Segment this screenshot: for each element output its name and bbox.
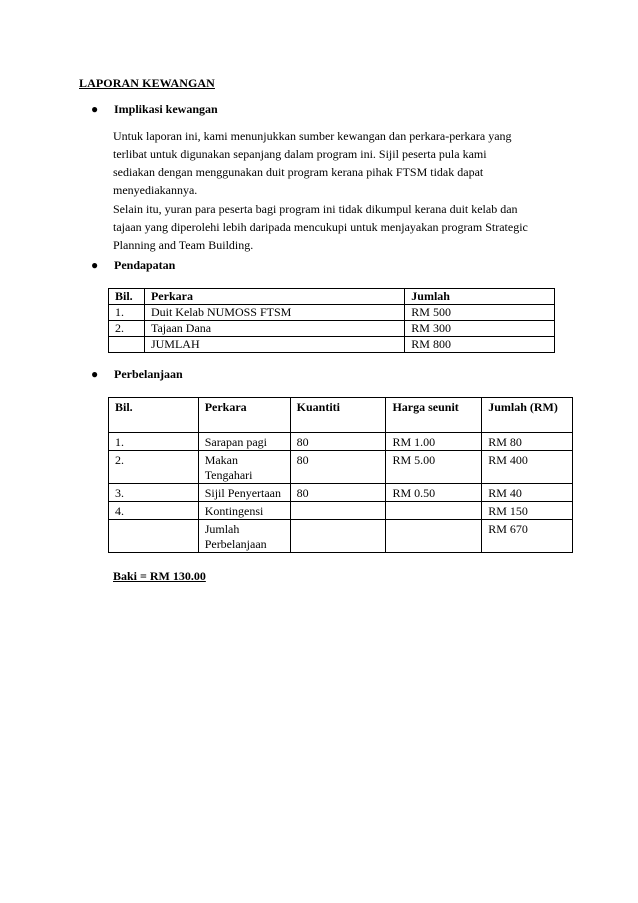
header-cell: Kuantiti	[290, 398, 386, 433]
table-cell: Sijil Penyertaan	[198, 484, 290, 502]
table-row	[109, 484, 573, 502]
table-cell: RM 150	[482, 502, 573, 520]
table-cell: Tajaan Dana	[144, 321, 404, 337]
paragraph-2	[113, 200, 563, 254]
table-cell: 1.	[109, 305, 145, 321]
table-cell	[386, 502, 482, 520]
table-cell: RM 800	[405, 337, 555, 353]
paragraph-line: Untuk laporan ini, kami menunjukkan sumber kewangan dan perkara-perkara yang	[113, 129, 512, 143]
section-label: Pendapatan	[114, 258, 176, 272]
income-table	[108, 288, 555, 353]
table-cell: RM 400	[482, 451, 573, 484]
table-cell: Jumlah Perbelanjaan	[198, 520, 290, 553]
table-total-row	[109, 520, 573, 553]
balance-text: Baki = RM 130.00	[113, 569, 206, 583]
table-cell: RM 1.00	[386, 433, 482, 451]
section-label: Implikasi kewangan	[114, 102, 218, 116]
table-header-row	[109, 289, 555, 305]
table-cell: RM 40	[482, 484, 573, 502]
table-cell: 80	[290, 433, 386, 451]
table-row	[109, 502, 573, 520]
table-cell: RM 500	[405, 305, 555, 321]
table-cell: 2.	[109, 451, 199, 484]
paragraph-line: Planning and Team Building.	[113, 238, 254, 252]
paragraph-1	[113, 127, 563, 199]
section-label: Perbelanjaan	[114, 367, 183, 381]
header-cell: Bil.	[109, 398, 199, 433]
table-cell: Kontingensi	[198, 502, 290, 520]
table-cell: RM 670	[482, 520, 573, 553]
paragraph-line: terlibat untuk digunakan sepanjang dalam program ini. Sijil peserta pula kami	[113, 147, 487, 161]
table-cell	[109, 520, 199, 553]
paragraph-line: Selain itu, yuran para peserta bagi program ini tidak dikumpul kerana duit kelab dan	[113, 202, 518, 216]
header-cell: Harga seunit	[386, 398, 482, 433]
table-header-row	[109, 398, 573, 433]
header-cell: Bil.	[109, 289, 145, 305]
table-cell: RM 300	[405, 321, 555, 337]
table-cell: RM 5.00	[386, 451, 482, 484]
table-cell: Sarapan pagi	[198, 433, 290, 451]
header-cell: Perkara	[198, 398, 290, 433]
table-cell: JUMLAH	[144, 337, 404, 353]
table-cell: RM 80	[482, 433, 573, 451]
section-pendapatan	[91, 258, 175, 273]
table-cell: Duit Kelab NUMOSS FTSM	[144, 305, 404, 321]
bullet-icon: ●	[91, 102, 99, 116]
section-implikasi	[91, 102, 218, 117]
paragraph-line: menyediakannya.	[113, 183, 198, 197]
table-cell: 80	[290, 451, 386, 484]
table-cell: 3.	[109, 484, 199, 502]
section-perbelanjaan	[91, 367, 183, 382]
table-cell	[290, 520, 386, 553]
header-cell: Jumlah	[405, 289, 555, 305]
header-cell: Perkara	[144, 289, 404, 305]
table-row	[109, 451, 573, 484]
table-row	[109, 305, 555, 321]
table-cell: 2.	[109, 321, 145, 337]
table-row	[109, 433, 573, 451]
header-cell: Jumlah (RM)	[482, 398, 573, 433]
table-total-row	[109, 337, 555, 353]
expense-table	[108, 397, 573, 553]
table-cell: Makan Tengahari	[198, 451, 290, 484]
paragraph-line: tajaan yang diperolehi lebih daripada mencukupi untuk menjayakan program Strategic	[113, 220, 528, 234]
table-cell	[386, 520, 482, 553]
table-row	[109, 321, 555, 337]
paragraph-line: sediakan dengan menggunakan duit program kerana pihak FTSM tidak dapat	[113, 165, 484, 179]
table-cell	[109, 337, 145, 353]
table-cell: 80	[290, 484, 386, 502]
report-title: LAPORAN KEWANGAN	[79, 76, 215, 90]
table-cell: 1.	[109, 433, 199, 451]
bullet-icon: ●	[91, 367, 99, 381]
table-cell: RM 0.50	[386, 484, 482, 502]
table-cell: 4.	[109, 502, 199, 520]
bullet-icon: ●	[91, 258, 99, 272]
table-cell	[290, 502, 386, 520]
